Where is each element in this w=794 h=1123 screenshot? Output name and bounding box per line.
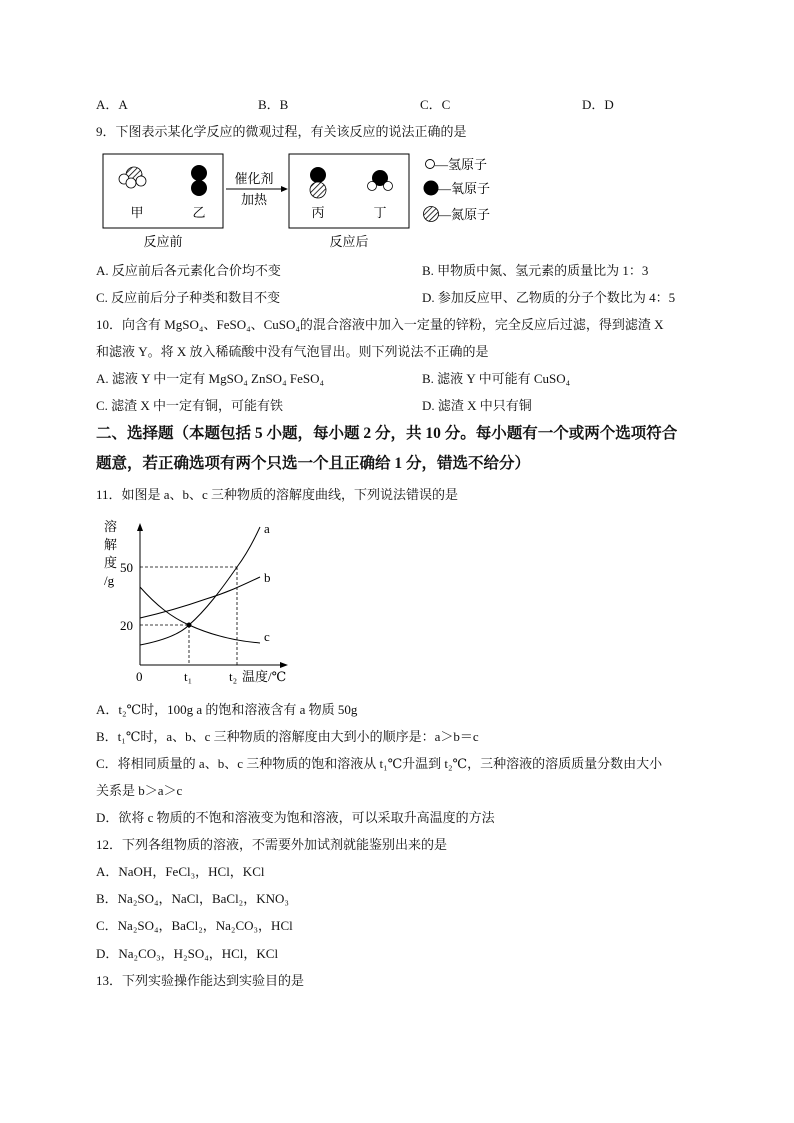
label-jia: 甲 — [130, 205, 144, 220]
series-label-a: a — [264, 521, 270, 536]
reaction-diagram — [100, 148, 510, 258]
nitrogen-atom-icon — [424, 207, 439, 222]
q11-option-a: A．t₂℃时，100g a 的饱和溶液含有 a 物质 50g — [96, 702, 358, 717]
y-tick-50: 50 — [120, 560, 133, 575]
q12-option-d: D．Na₂CO₃，H₂SO₄，HCl，KCl — [96, 946, 279, 961]
q9-option-c: C. 反应前后分子种类和数目不变 — [96, 290, 281, 305]
caption-before: 反应前 — [143, 234, 183, 249]
q9-option-a: A. 反应前后各元素化合价均不变 — [96, 263, 281, 278]
intersection-point — [187, 623, 192, 628]
question-9-stem: 9．下图表示某化学反应的微观过程，有关该反应的说法正确的是 — [96, 124, 467, 139]
molecule-bing — [310, 167, 326, 198]
arrow-head-icon — [281, 186, 288, 192]
q9-option-b: B. 甲物质中氮、氢元素的质量比为 1：3 — [422, 263, 649, 278]
series-label-b: b — [264, 570, 271, 585]
arrow-label-heat: 加热 — [240, 192, 268, 207]
q11-option-b: B．t₁℃时，a、b、c 三种物质的溶解度由大到小的顺序是：a＞b＝c — [96, 729, 479, 744]
x-axis-arrow-icon — [280, 662, 288, 668]
hydrogen-atom-icon — [426, 160, 435, 169]
y-label-char-1: 溶 — [104, 519, 118, 534]
label-ding: 丁 — [373, 205, 387, 220]
option-c: C．C — [420, 97, 451, 112]
q12-option-b: B．Na₂SO₄，NaCl，BaCl₂，KNO₃ — [96, 891, 289, 906]
legend-oxygen: —氧原子 — [438, 181, 491, 196]
label-bing: 丙 — [311, 205, 325, 220]
oxygen-atom-icon — [424, 181, 439, 196]
legend-hydrogen: —氢原子 — [435, 157, 488, 172]
series-label-c: c — [264, 629, 270, 644]
label-yi: 乙 — [192, 205, 206, 220]
question-10-stem-line2: 和滤液 Y。将 X 放入稀硫酸中没有气泡冒出。则下列说法不正确的是 — [96, 344, 489, 359]
after-box — [289, 154, 409, 228]
section-heading-line2: 题意，若正确选项有两个只选一个且正确给 1 分，错选不给分） — [96, 455, 531, 472]
option-d: D．D — [582, 97, 614, 112]
y-label-char-3: 度 — [104, 555, 118, 570]
caption-after: 反应后 — [329, 234, 369, 249]
molecule-yi — [191, 165, 207, 196]
q10-option-a: A. 滤液 Y 中一定有 MgSO₄ ZnSO₄ FeSO₄ — [96, 371, 324, 386]
q10-option-d: D. 滤渣 X 中只有铜 — [422, 398, 532, 413]
y-label-char-4: /g — [104, 573, 115, 588]
solubility-chart — [96, 515, 296, 690]
option-a: A．A — [96, 97, 128, 112]
q10-option-b: B. 滤液 Y 中可能有 CuSO₄ — [422, 371, 571, 386]
y-tick-20: 20 — [120, 618, 133, 633]
q12-option-c: C．Na₂SO₄，BaCl₂，Na₂CO₃，HCl — [96, 918, 293, 933]
x-tick-t2: t₂ — [229, 669, 238, 684]
q11-option-c: C．将相同质量的 a、b、c 三种物质的饱和溶液从 t₁℃升温到 t₂℃，三种溶液的溶质质量分数由大小 — [96, 756, 663, 771]
curve-c — [140, 587, 260, 643]
y-axis-arrow-icon — [137, 523, 143, 531]
question-10-stem-line1: 10．向含有 MgSO₄、FeSO₄、CuSO₄的混合溶液中加入一定量的锌粉，完全反应后过滤，得到滤渣 X — [96, 317, 664, 332]
x-axis-label: 温度/℃ — [242, 669, 287, 684]
question-13-stem: 13．下列实验操作能达到实验目的是 — [96, 973, 305, 988]
question-12-stem: 12．下列各组物质的溶液，不需要外加试剂就能鉴别出来的是 — [96, 837, 448, 852]
option-b: B．B — [258, 97, 289, 112]
arrow-label-catalyst: 催化剂 — [234, 171, 274, 186]
q10-option-c: C. 滤渣 X 中一定有铜，可能有铁 — [96, 398, 284, 413]
curve-a — [140, 527, 260, 645]
question-11-stem: 11．如图是 a、b、c 三种物质的溶解度曲线，下列说法错误的是 — [96, 487, 459, 502]
origin-label: 0 — [136, 669, 143, 684]
q12-option-a: A．NaOH，FeCl₃，HCl，KCl — [96, 864, 265, 879]
molecule-ding — [368, 170, 393, 191]
x-tick-t1: t₁ — [184, 669, 193, 684]
q9-option-d: D. 参加反应甲、乙物质的分子个数比为 4：5 — [422, 290, 676, 305]
y-label-char-2: 解 — [104, 537, 118, 552]
q11-option-c-cont: 关系是 b＞a＞c — [96, 783, 183, 798]
section-heading-line1: 二、选择题（本题包括 5 小题，每小题 2 分，共 10 分。每小题有一个或两个选项符合 — [96, 425, 678, 442]
q11-option-d: D．欲将 c 物质的不饱和溶液变为饱和溶液，可以采取升高温度的方法 — [96, 810, 495, 825]
molecule-jia — [119, 167, 146, 188]
curve-b — [140, 577, 260, 618]
legend-nitrogen: —氮原子 — [438, 207, 491, 222]
